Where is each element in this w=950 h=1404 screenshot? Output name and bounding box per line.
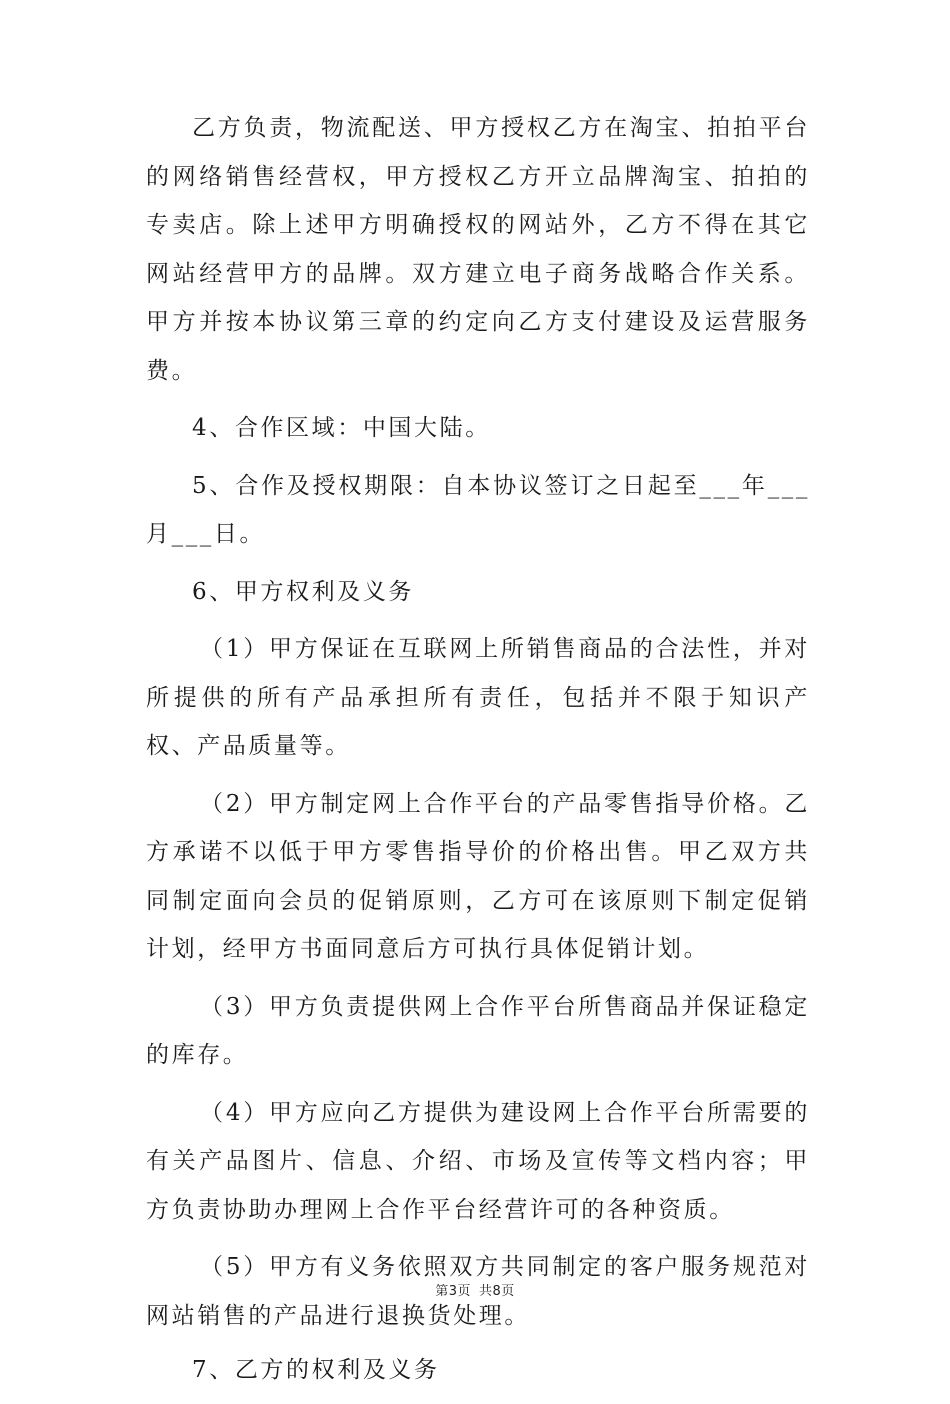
paragraph-authorization: 乙方负责，物流配送、甲方授权乙方在淘宝、拍拍平台的网络销售经营权，甲方授权乙方开立品牌淘宝、拍拍的专卖店。除上述甲方明确授权的网站外，乙方不得在其它网站经营甲方的品牌。双方建立电子商务战略合作关系。甲方并按本协议第三章的约定向乙方支付建设及运营服务费。	[146, 115, 810, 384]
page-number-total: 共8页	[479, 1284, 515, 1299]
paragraph-cooperation-region: 4、合作区域：中国大陆。	[192, 415, 491, 441]
heading-party-a-rights: 6、甲方权利及义务	[192, 578, 415, 605]
page-number-current: 第3页	[435, 1284, 471, 1299]
paragraph-party-a-item-3: （3）甲方负责提供网上合作平台所售商品并保证稳定的库存。	[146, 993, 810, 1068]
paragraph-party-a-item-5: （5）甲方有义务依照双方共同制定的客户服务规范对网站销售的产品进行退换货处理。	[146, 1254, 810, 1329]
document-body	[146, 104, 810, 1404]
paragraph-party-a-item-4: （4）甲方应向乙方提供为建设网上合作平台所需要的有关产品图片、信息、介绍、市场及宣传等文档内容；甲方负责协助办理网上合作平台经营许可的各种资质。	[146, 1099, 810, 1223]
heading-party-b-rights: 7、乙方的权利及义务	[192, 1357, 440, 1383]
paragraph-authorization-period: 5、合作及授权期限：自本协议签订之日起至___年___月___日。	[146, 472, 810, 547]
page-footer	[0, 1280, 950, 1299]
paragraph-party-a-item-1: （1）甲方保证在互联网上所销售商品的合法性，并对所提供的所有产品承担所有责任，包括并不限于知识产权、产品质量等。	[146, 636, 810, 759]
paragraph-party-a-item-2: （2）甲方制定网上合作平台的产品零售指导价格。乙方承诺不以低于甲方零售指导价的价格出售。甲乙双方共同制定面向会员的促销原则，乙方可在该原则下制定促销计划，经甲方书面同意后方可执行具体促销计划。	[146, 790, 810, 962]
